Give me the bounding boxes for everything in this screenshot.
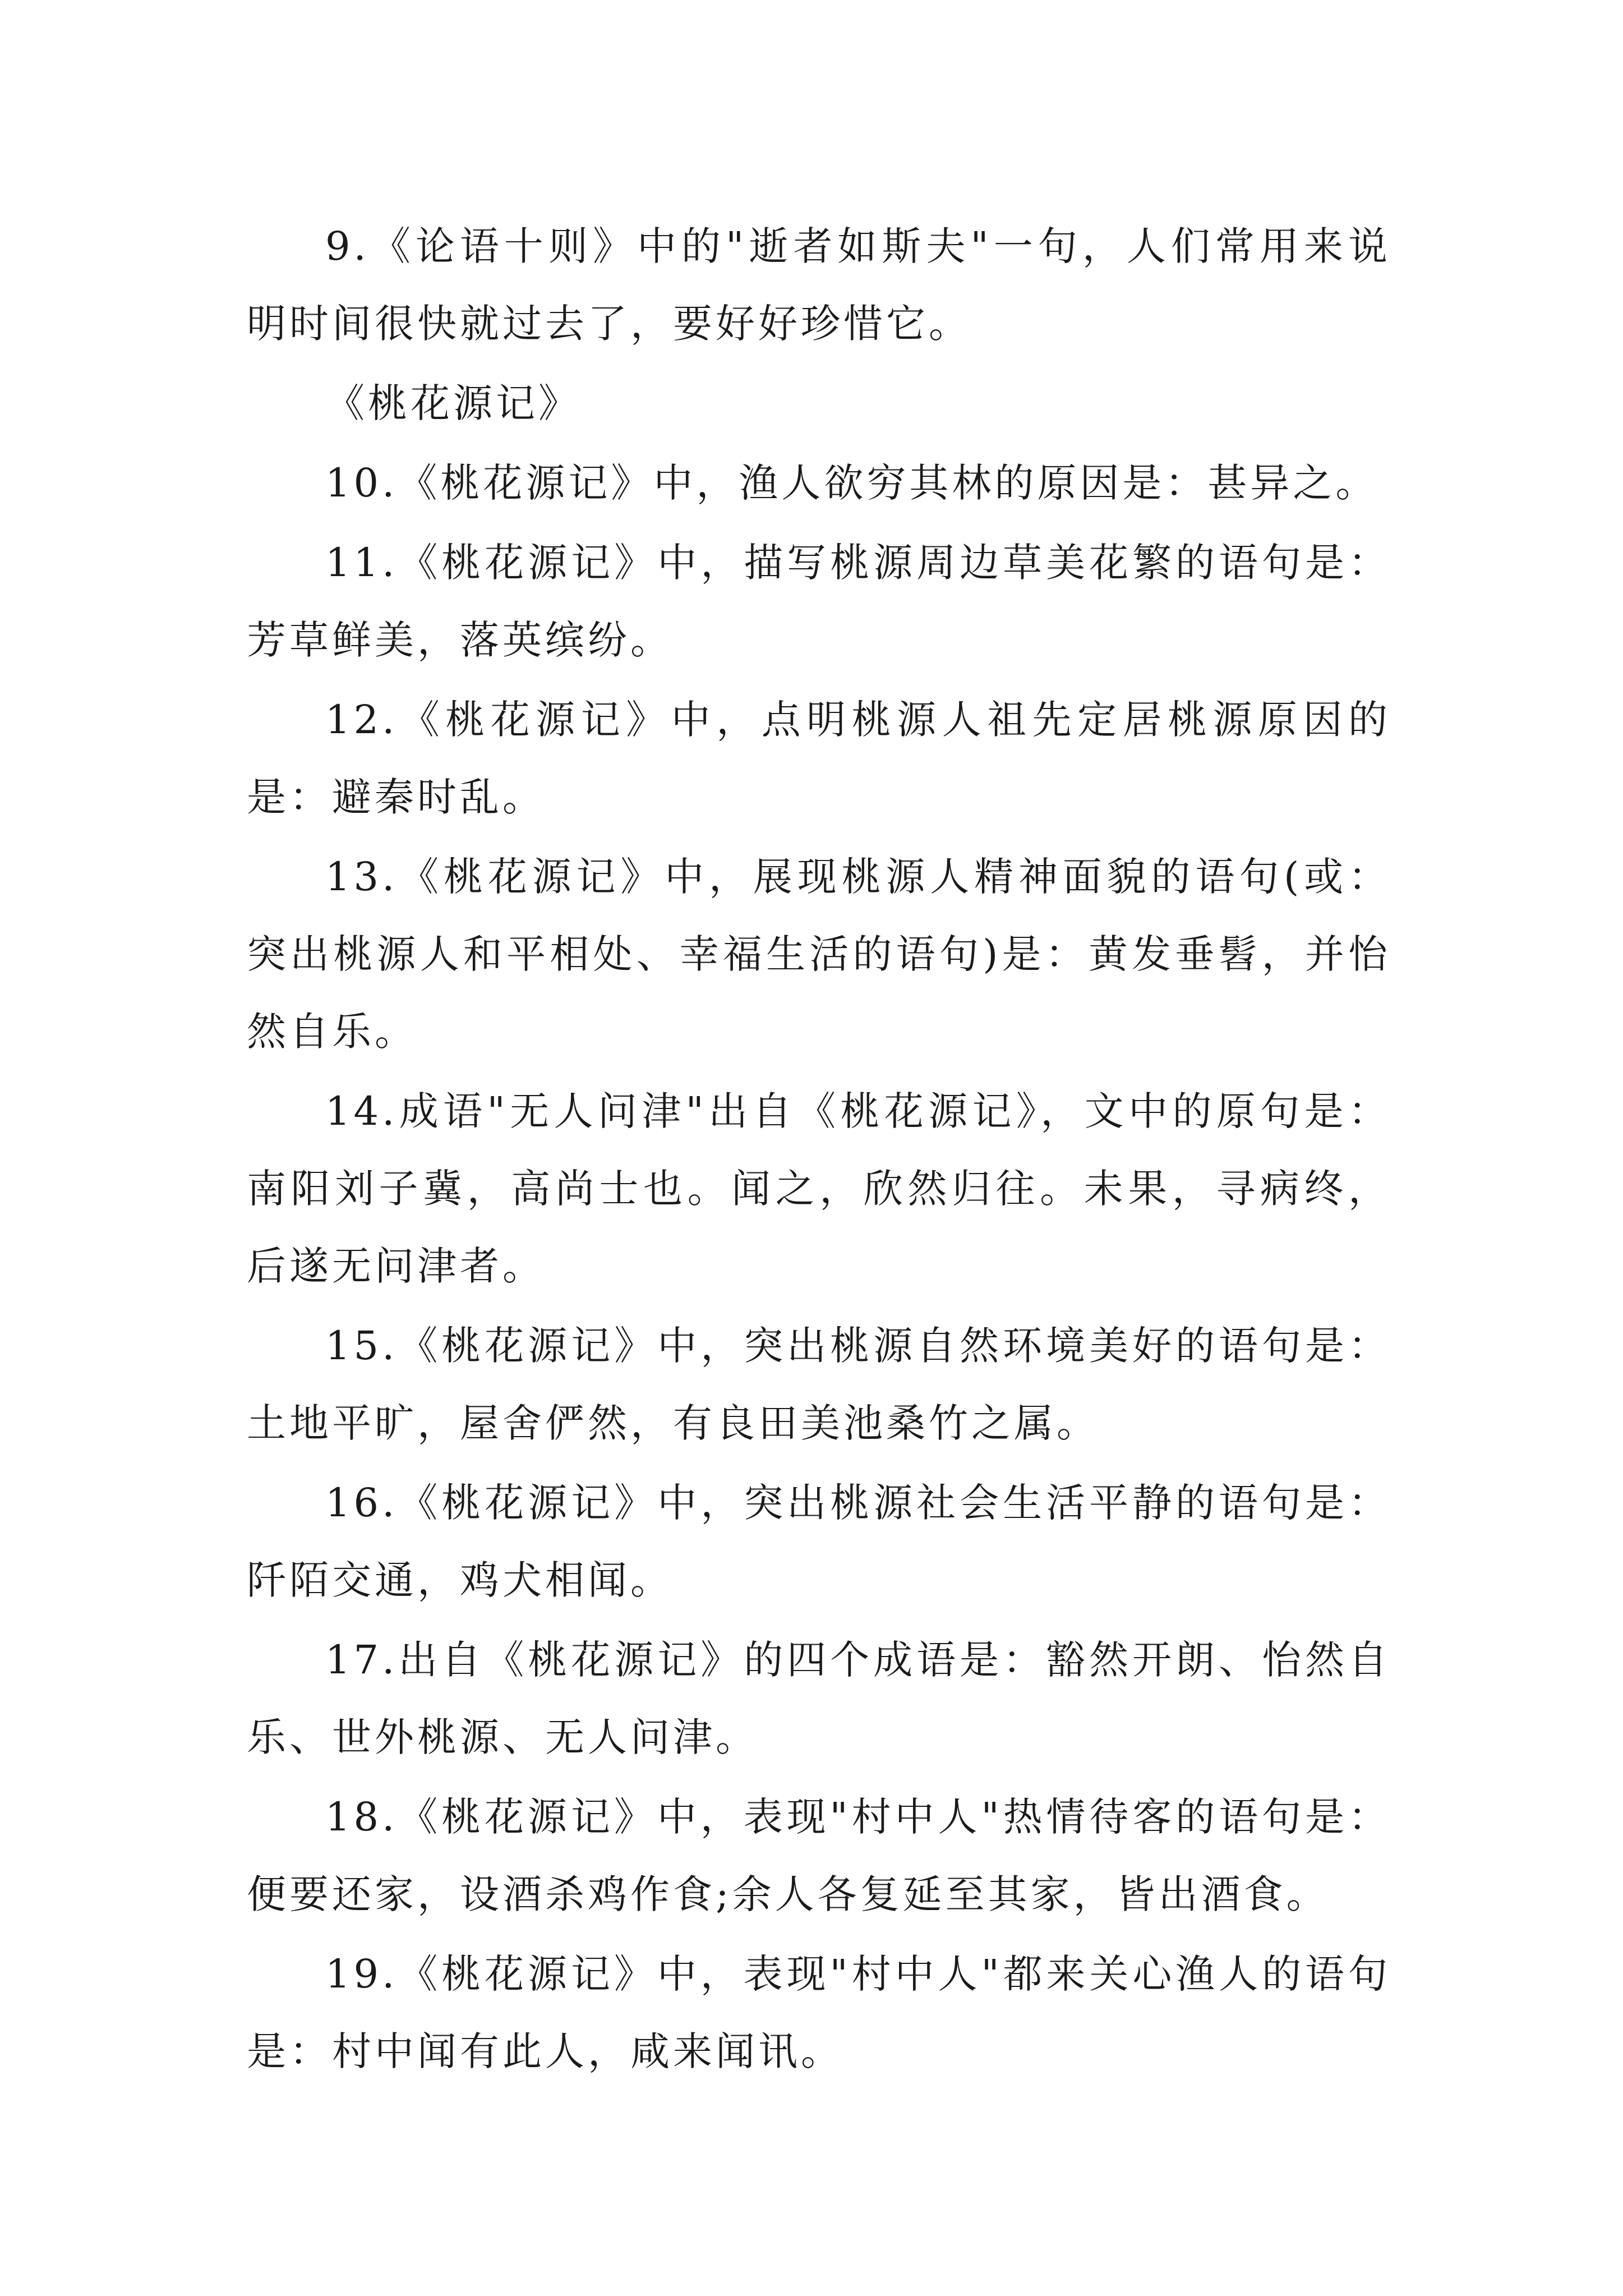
paragraph-item-9: 9.《论语十则》中的"逝者如斯夫"一句，人们常用来说明时间很快就过去了，要好好珍惜它。 — [247, 223, 1391, 347]
document-body — [247, 208, 1391, 2092]
paragraph-item-18: 18.《桃花源记》中，表现"村中人"热情待客的语句是：便要还家，设酒杀鸡作食;余人各复延至其家，皆出酒食。 — [247, 1794, 1391, 1917]
section-heading: 《桃花源记》 — [325, 380, 581, 426]
paragraph-item-13: 13.《桃花源记》中，展现桃源人精神面貌的语句(或：突出桃源人和平相处、幸福生活的语句)是：黄发垂髫，并怡然自乐。 — [247, 854, 1391, 1055]
paragraph-item-19: 19.《桃花源记》中，表现"村中人"都来关心渔人的语句是：村中闻有此人，咸来闻讯。 — [247, 1951, 1391, 2074]
paragraph-item-16: 16.《桃花源记》中，突出桃源社会生活平静的语句是：阡陌交通，鸡犬相闻。 — [247, 1480, 1391, 1603]
paragraph-item-11: 11.《桃花源记》中，描写桃源周边草美花繁的语句是：芳草鲜美，落英缤纷。 — [247, 540, 1391, 663]
paragraph-item-10: 10.《桃花源记》中，渔人欲穷其林的原因是：甚异之。 — [325, 460, 1378, 506]
paragraph-item-14: 14.成语"无人问津"出自《桃花源记》，文中的原句是：南阳刘子冀，高尚士也。闻之，欣然归往。未果，寻病终，后遂无问津者。 — [247, 1088, 1391, 1289]
paragraph-item-12: 12.《桃花源记》中，点明桃源人祖先定居桃源原因的是：避秦时乱。 — [247, 697, 1391, 820]
paragraph-item-15: 15.《桃花源记》中，突出桃源自然环境美好的语句是：土地平旷，屋舍俨然，有良田美池桑竹之属。 — [247, 1323, 1391, 1446]
paragraph-item-17: 17.出自《桃花源记》的四个成语是：豁然开朗、怡然自乐、世外桃源、无人问津。 — [247, 1637, 1391, 1760]
